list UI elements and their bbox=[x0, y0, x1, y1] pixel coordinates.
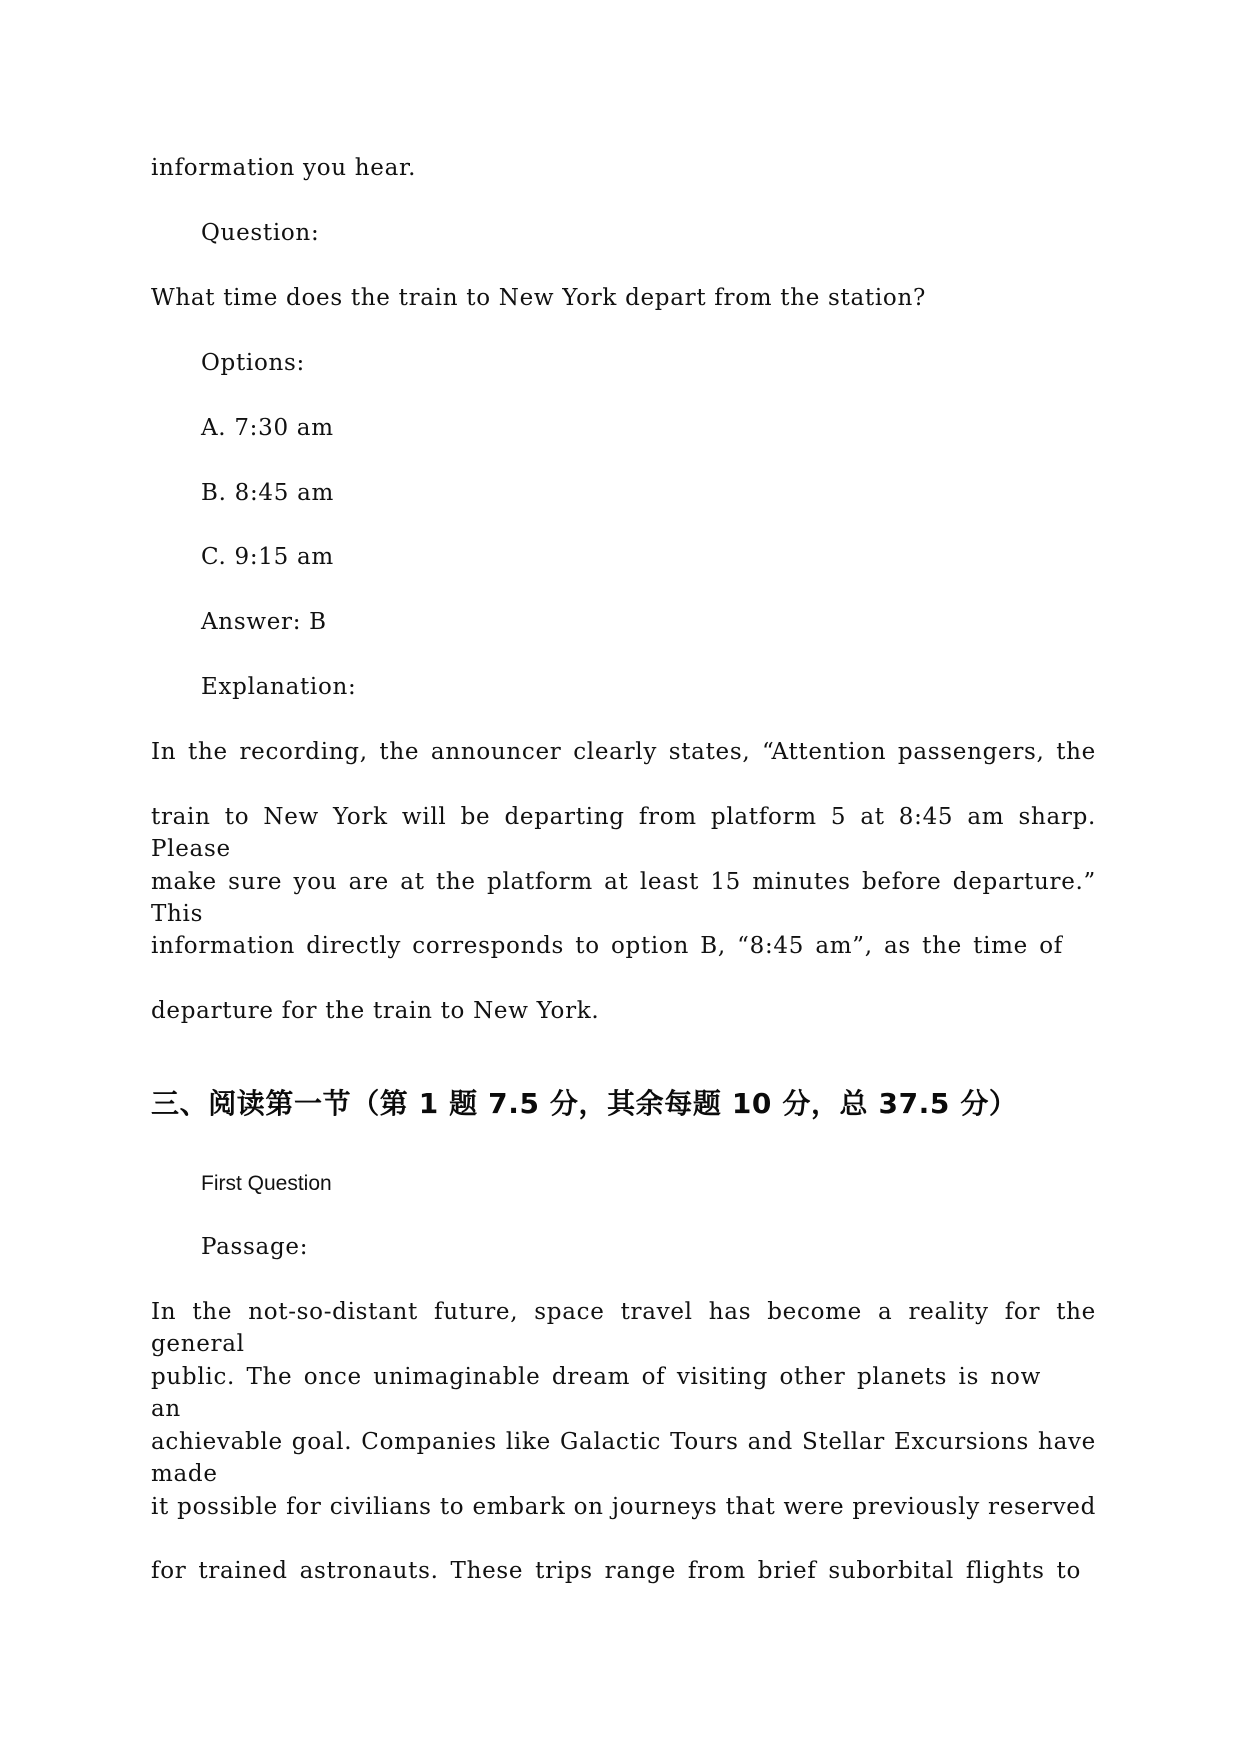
passage-line: it possible for civilians to embark on journeys that were previously reserved bbox=[151, 1494, 1096, 1520]
question-label: Question: bbox=[201, 220, 320, 246]
option-b: B. 8:45 am bbox=[201, 480, 335, 506]
section-heading: 三、阅读第一节（第 1 题 7.5 分，其余每题 10 分，总 37.5 分） bbox=[151, 1087, 1018, 1120]
explanation-line: make sure you are at the platform at least 15 minutes before departure.” This bbox=[151, 869, 1096, 927]
passage-line: achievable goal. Companies like Galactic Tours and Stellar Excursions have made bbox=[151, 1429, 1096, 1487]
explanation-line: information directly corresponds to option B, “8:45 am”, as the time of bbox=[151, 933, 1063, 959]
passage-line: In the not-so-distant future, space travel has become a reality for the general bbox=[151, 1299, 1096, 1357]
explanation-line: In the recording, the announcer clearly states, “Attention passengers, the bbox=[151, 739, 1096, 765]
question-text: What time does the train to New York depart from the station? bbox=[151, 285, 926, 311]
explanation-label: Explanation: bbox=[201, 674, 357, 700]
passage-line: for trained astronauts. These trips range from brief suborbital flights to bbox=[151, 1558, 1081, 1584]
answer-text: Answer: B bbox=[201, 609, 327, 635]
first-question-label: First Question bbox=[201, 1172, 332, 1195]
continuation-text: information you hear. bbox=[151, 155, 417, 181]
passage-line: public. The once unimaginable dream of visiting other planets is now an bbox=[151, 1364, 1041, 1422]
explanation-line: departure for the train to New York. bbox=[151, 998, 600, 1024]
options-label: Options: bbox=[201, 350, 305, 376]
option-c: C. 9:15 am bbox=[201, 544, 334, 570]
explanation-line: train to New York will be departing from platform 5 at 8:45 am sharp. Please bbox=[151, 804, 1096, 862]
passage-label: Passage: bbox=[201, 1234, 309, 1260]
option-a: A. 7:30 am bbox=[201, 415, 334, 441]
